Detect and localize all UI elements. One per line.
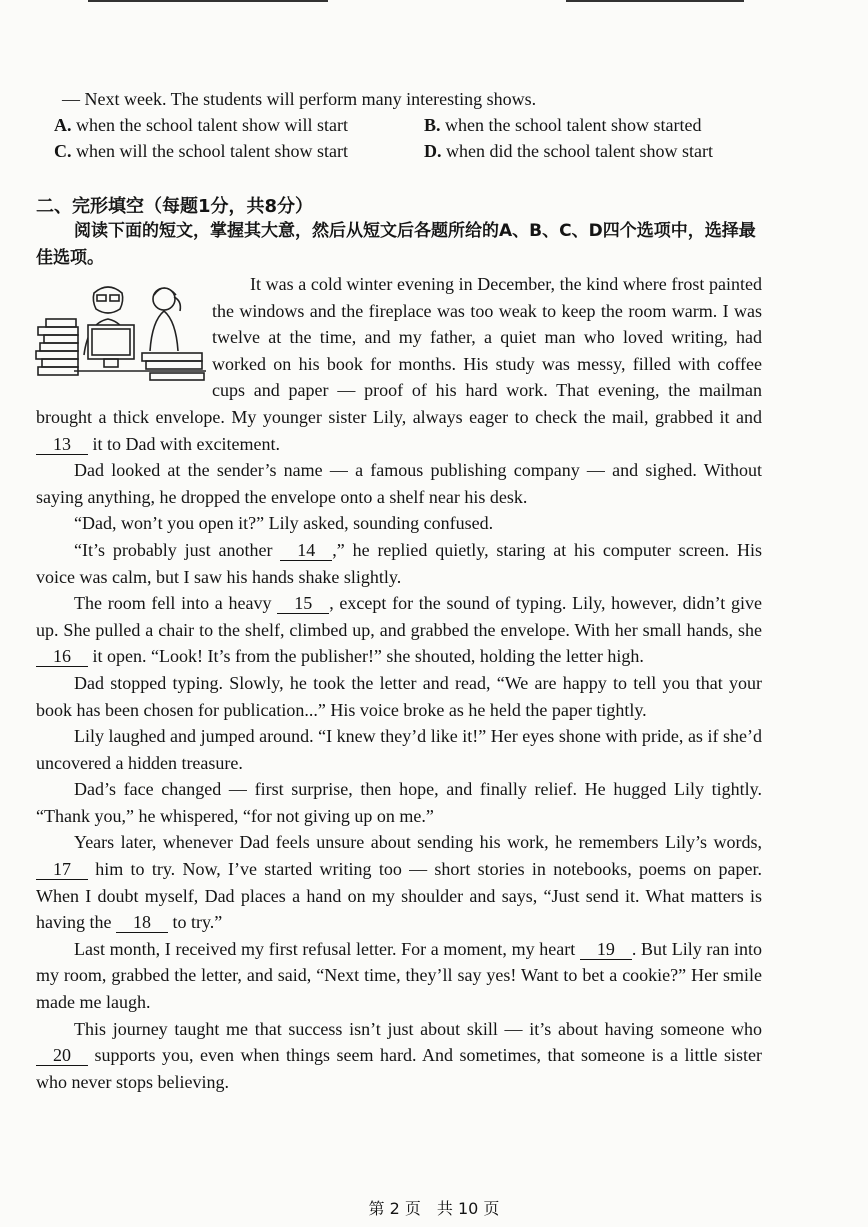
blank-16[interactable]: 16 [36, 646, 88, 667]
top-rule-left [88, 0, 328, 2]
blank-17[interactable]: 17 [36, 859, 88, 880]
option-c[interactable] [54, 138, 424, 164]
section-title: 二、完形填空（每题1分，共8分） [36, 196, 314, 217]
top-rule-right [566, 0, 744, 2]
option-text: when the school talent show will start [76, 115, 348, 135]
option-b[interactable] [424, 112, 794, 138]
option-letter: A. [54, 115, 72, 135]
paragraph-5: The room fell into a heavy 15 , except for the sound of typing. Lily, however, didn’t give up. She pulled a chair to the shelf, climbed up, and grabbed the envelope. With her small hands, she 16 it open. “Look! It’s from the publisher!” she shouted, holding the letter high. [36, 593, 762, 667]
option-a[interactable] [54, 112, 424, 138]
blank-13[interactable]: 13 [36, 434, 88, 455]
option-letter: B. [424, 115, 441, 135]
blank-20[interactable]: 20 [36, 1045, 88, 1066]
dialogue-reply: — Next week. The students will perform many interesting shows. [62, 89, 537, 109]
option-letter: C. [54, 141, 72, 161]
paragraph-11: This journey taught me that success isn’t just about skill — it’s about having someone who 20 supports you, even when things seem hard. And sometimes, that someone is a little sister who never stops believing. [36, 1018, 763, 1092]
paragraph-8: Dad’s face changed — first surprise, then hope, and finally relief. He hugged Lily tightly. “Thank you,” he whispered, “for not giving up on me.” [36, 779, 762, 826]
option-letter: D. [424, 141, 442, 161]
blank-15[interactable]: 15 [277, 593, 329, 614]
option-text: when the school talent show started [445, 115, 702, 135]
blank-18[interactable]: 18 [116, 912, 168, 933]
blank-14[interactable]: 14 [280, 540, 332, 561]
paragraph-2: Dad looked at the sender’s name — a famous publishing company — and sighed. Without saying anything, he dropped the envelope onto a shelf near his desk. [36, 460, 762, 507]
paragraph-3: “Dad, won’t you open it?” Lily asked, sounding confused. [74, 513, 494, 534]
option-d[interactable] [424, 138, 794, 164]
option-text: when did the school talent show start [446, 141, 713, 161]
page-number: 第 2 页 共 10 页 [368, 1199, 500, 1218]
paragraph-4: “It’s probably just another 14 ,” he replied quietly, staring at his computer screen. His voice was calm, but I saw his hands shake slightly. [36, 539, 762, 587]
previous-question [36, 86, 776, 164]
section-instruction: 阅读下面的短文，掌握其大意，然后从短文后各题所给的A、B、C、D四个选项中，选择最佳选项。 [36, 221, 756, 268]
answer-options [36, 112, 776, 164]
paragraph-1: It was a cold winter evening in December, the kind where frost painted the windows and the fireplace was too weak to keep the room warm. I was twelve at the time, and my father, a quiet man who loved writing, had worked on his book for months. His study was messy, filled with coffee cups and paper — proof of his hard work. That evening, the mailman brought a thick envelope. My younger sister Lily, always eager to check the mail, grabbed it and 13 it to Dad with excitement. [36, 274, 762, 454]
paragraph-10: Last month, I received my first refusal letter. For a moment, my heart 19 . But Lily ran into my room, grabbed the letter, and said, “Next time, they’ll say yes! Want to bet a cookie?” Her smile made me laugh. [36, 938, 762, 1013]
option-text: when will the school talent show start [76, 141, 348, 161]
paragraph-9: Years later, whenever Dad feels unsure about sending his work, he remembers Lily’s words, 17 him to try. Now, I’ve started writing too — short stories in notebooks, poems on paper. When I doubt myself, Dad places a hand on my shoulder and says, “Just send it. What matters is having the 18 to try.” [36, 832, 763, 933]
blank-19[interactable]: 19 [580, 939, 632, 960]
paragraph-7: Lily laughed and jumped around. “I knew they’d like it!” Her eyes shone with pride, as if she’d uncovered a hidden treasure. [36, 726, 762, 773]
cloze-passage [36, 271, 762, 1095]
paragraph-6: Dad stopped typing. Slowly, he took the letter and read, “We are happy to tell you that your book has been chosen for publication...” His voice broke as he held the paper tightly. [36, 672, 762, 720]
father-daughter-illustration [34, 275, 210, 383]
